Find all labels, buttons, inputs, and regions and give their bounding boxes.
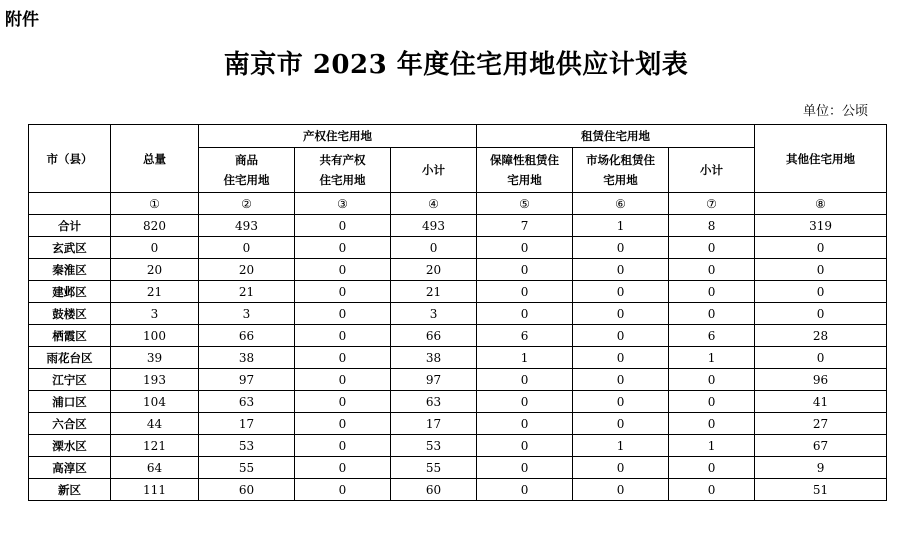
table-row	[29, 369, 887, 391]
table-cell: 0	[573, 457, 669, 479]
table-cell: 55	[199, 457, 295, 479]
table-cell: 44	[111, 413, 199, 435]
row-name: 建邺区	[29, 281, 111, 303]
row-name: 合计	[29, 215, 111, 237]
index-cell: ④	[391, 193, 477, 215]
table-cell: 0	[295, 391, 391, 413]
index-cell: ⑤	[477, 193, 573, 215]
table-cell: 121	[111, 435, 199, 457]
attachment-label: 附件	[5, 10, 39, 30]
table-cell: 0	[477, 259, 573, 281]
row-name: 溧水区	[29, 435, 111, 457]
housing-land-supply-table	[28, 124, 887, 501]
table-cell: 493	[199, 215, 295, 237]
index-cell: ⑧	[755, 193, 887, 215]
table-cell: 0	[573, 369, 669, 391]
table-cell: 0	[669, 369, 755, 391]
table-cell: 97	[199, 369, 295, 391]
table-cell: 21	[111, 281, 199, 303]
table-row	[29, 347, 887, 369]
table-cell: 0	[573, 303, 669, 325]
table-cell: 100	[111, 325, 199, 347]
table-cell: 96	[755, 369, 887, 391]
table-cell: 0	[295, 457, 391, 479]
header-other: 其他住宅用地	[755, 125, 887, 193]
table-cell: 8	[669, 215, 755, 237]
table-cell: 0	[295, 347, 391, 369]
table-cell: 60	[199, 479, 295, 501]
table-cell: 17	[391, 413, 477, 435]
table-cell: 3	[391, 303, 477, 325]
table-cell: 0	[295, 259, 391, 281]
table-cell: 820	[111, 215, 199, 237]
table-row	[29, 325, 887, 347]
table-cell: 17	[199, 413, 295, 435]
table-cell: 6	[669, 325, 755, 347]
header-subtotal-rental: 小计	[669, 148, 755, 193]
index-cell	[29, 193, 111, 215]
table-cell: 0	[295, 413, 391, 435]
table-cell: 0	[477, 413, 573, 435]
table-cell: 21	[391, 281, 477, 303]
table-cell: 55	[391, 457, 477, 479]
table-cell: 0	[295, 215, 391, 237]
table-cell: 38	[391, 347, 477, 369]
page-title: 南京市 2023 年度住宅用地供应计划表	[223, 50, 689, 80]
table-cell: 1	[669, 435, 755, 457]
table-cell: 0	[295, 281, 391, 303]
table-cell: 60	[391, 479, 477, 501]
table-row	[29, 259, 887, 281]
table-row	[29, 435, 887, 457]
table-cell: 63	[199, 391, 295, 413]
header-subtotal-property: 小计	[391, 148, 477, 193]
table-cell: 0	[477, 435, 573, 457]
table-cell: 0	[477, 457, 573, 479]
table-cell: 0	[477, 303, 573, 325]
table-row	[29, 215, 887, 237]
table-cell: 20	[391, 259, 477, 281]
row-name: 栖霞区	[29, 325, 111, 347]
table-cell: 20	[199, 259, 295, 281]
index-cell: ⑦	[669, 193, 755, 215]
index-cell: ⑥	[573, 193, 669, 215]
table-cell: 66	[199, 325, 295, 347]
table-cell: 0	[755, 303, 887, 325]
table-cell: 0	[755, 237, 887, 259]
table-cell: 0	[573, 281, 669, 303]
table-cell: 0	[669, 281, 755, 303]
table-cell: 0	[573, 413, 669, 435]
table-cell: 67	[755, 435, 887, 457]
table-cell: 193	[111, 369, 199, 391]
row-name: 江宁区	[29, 369, 111, 391]
table-cell: 0	[669, 391, 755, 413]
index-cell: ③	[295, 193, 391, 215]
table-cell: 21	[199, 281, 295, 303]
table-cell: 51	[755, 479, 887, 501]
table-cell: 0	[477, 391, 573, 413]
table-cell: 0	[755, 259, 887, 281]
table-cell: 53	[391, 435, 477, 457]
table-cell: 104	[111, 391, 199, 413]
table-cell: 0	[295, 369, 391, 391]
table-cell: 0	[669, 457, 755, 479]
table-cell: 1	[477, 347, 573, 369]
row-name: 新区	[29, 479, 111, 501]
table-cell: 1	[573, 215, 669, 237]
table-cell: 319	[755, 215, 887, 237]
table-row	[29, 479, 887, 501]
header-property-group: 产权住宅用地	[199, 125, 477, 148]
table-row	[29, 391, 887, 413]
table-row	[29, 457, 887, 479]
index-cell: ②	[199, 193, 295, 215]
table-cell: 0	[573, 237, 669, 259]
table-cell: 3	[111, 303, 199, 325]
table-row	[29, 281, 887, 303]
header-city: 市（县）	[29, 125, 111, 193]
table-cell: 0	[111, 237, 199, 259]
index-row	[29, 193, 887, 215]
table-row	[29, 237, 887, 259]
table-cell: 0	[669, 479, 755, 501]
row-name: 高淳区	[29, 457, 111, 479]
table-cell: 3	[199, 303, 295, 325]
table-cell: 0	[669, 237, 755, 259]
table-cell: 0	[573, 479, 669, 501]
table-cell: 53	[199, 435, 295, 457]
header-guaranteed-rental: 保障性租赁住 宅用地	[477, 148, 573, 193]
table-cell: 0	[573, 325, 669, 347]
table-cell: 97	[391, 369, 477, 391]
table-cell: 0	[477, 237, 573, 259]
table-cell: 27	[755, 413, 887, 435]
header-rental-group: 租赁住宅用地	[477, 125, 755, 148]
table-cell: 0	[477, 281, 573, 303]
table-cell: 0	[295, 479, 391, 501]
table-cell: 0	[669, 303, 755, 325]
header-total: 总量	[111, 125, 199, 193]
table-cell: 0	[199, 237, 295, 259]
table-cell: 0	[573, 259, 669, 281]
table-cell: 0	[573, 347, 669, 369]
table-cell: 0	[477, 479, 573, 501]
table-cell: 28	[755, 325, 887, 347]
table-cell: 493	[391, 215, 477, 237]
table-cell: 111	[111, 479, 199, 501]
table-cell: 0	[573, 391, 669, 413]
unit-label: 单位：公顷	[802, 104, 868, 119]
table-cell: 1	[573, 435, 669, 457]
table-row	[29, 303, 887, 325]
header-commercial: 商品 住宅用地	[199, 148, 295, 193]
table-cell: 0	[755, 347, 887, 369]
header-shared: 共有产权 住宅用地	[295, 148, 391, 193]
table-cell: 0	[391, 237, 477, 259]
table-cell: 0	[295, 325, 391, 347]
table-cell: 0	[295, 303, 391, 325]
table-cell: 0	[295, 237, 391, 259]
table-cell: 66	[391, 325, 477, 347]
header-market-rental: 市场化租赁住 宅用地	[573, 148, 669, 193]
table-cell: 64	[111, 457, 199, 479]
table-cell: 39	[111, 347, 199, 369]
index-cell: ①	[111, 193, 199, 215]
table-cell: 6	[477, 325, 573, 347]
table-cell: 41	[755, 391, 887, 413]
row-name: 玄武区	[29, 237, 111, 259]
table-cell: 7	[477, 215, 573, 237]
table-cell: 0	[755, 281, 887, 303]
table-cell: 9	[755, 457, 887, 479]
table-cell: 0	[669, 413, 755, 435]
table-row	[29, 413, 887, 435]
row-name: 浦口区	[29, 391, 111, 413]
table-cell: 63	[391, 391, 477, 413]
row-name: 秦淮区	[29, 259, 111, 281]
table-cell: 0	[669, 259, 755, 281]
row-name: 六合区	[29, 413, 111, 435]
row-name: 鼓楼区	[29, 303, 111, 325]
table-cell: 20	[111, 259, 199, 281]
table-cell: 38	[199, 347, 295, 369]
table-cell: 0	[477, 369, 573, 391]
table-cell: 0	[295, 435, 391, 457]
table-cell: 1	[669, 347, 755, 369]
row-name: 雨花台区	[29, 347, 111, 369]
